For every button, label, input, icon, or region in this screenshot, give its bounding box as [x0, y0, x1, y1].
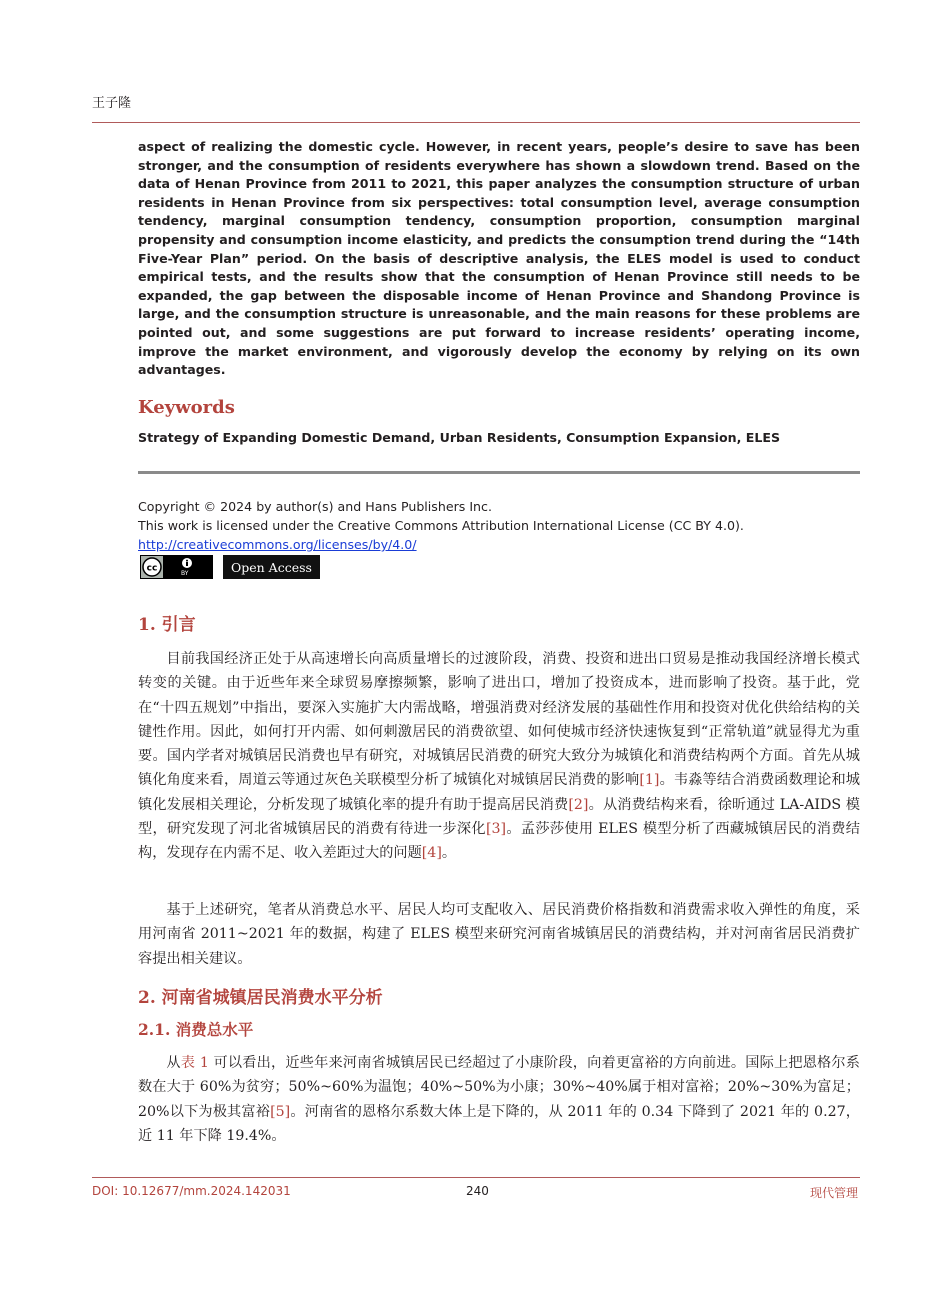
paragraph-text: 。 [441, 845, 457, 862]
cc-by-label: BY [181, 570, 189, 577]
license-statement: This work is licensed under the Creative Commons Attribution International License (CC BY 4.0). [138, 518, 744, 533]
paragraph-text: 。孟莎莎使用 ELES 模型分析了西藏城镇居民的消费结构，发现存在内需不足、收入差距过大的问题 [138, 821, 860, 862]
cc-by-badge[interactable] [140, 555, 213, 579]
paragraph-text: 目前我国经济正处于从高速增长向高质量增长的过渡阶段，消费、投资和进出口贸易是推动我国经济增长模式转变的关键。由于近些年来全球贸易摩擦频繁，影响了进出口，增加了投资成本，进而影响了投资。基于此，党在“十四五规划”中指出，要深入实施扩大内需战略，增强消费对经济发展的基础性作用和投资对优化供给结构的关键性作用。因此，如何打开内需、如何刺激居民的消费欲望、如何使城市经济快速恢复到“正常轨道”就显得尤为重要。国内学者对城镇居民消费也早有研究，对城镇居民消费的研究大致分为城镇化和消费结构两个方面。首先从城镇化角度来看，周道云等通过灰色关联模型分析了城镇化对城镇居民消费的影响 [138, 651, 860, 789]
paragraph-text: 。河南省的恩格尔系数大体上是下降的，从 2011 年的 0.34 下降到了 2021 年的 0.27，近 11 年下降 19.4%。 [138, 1103, 860, 1144]
footer-doi: DOI: 10.12677/mm.2024.142031 [92, 1184, 291, 1198]
paragraph-text: 。从消费结构来看，徐昕通过 LA-AIDS 模型，研究发现了河北省城镇居民的消费有待进一步深化 [138, 796, 860, 838]
citation-link[interactable]: [2] [568, 796, 589, 813]
citation-link[interactable]: [1] [639, 772, 660, 789]
footer-page-number: 240 [466, 1184, 489, 1198]
table-reference-link[interactable]: 表 1 [180, 1055, 209, 1071]
license-block [138, 497, 744, 554]
citation-link[interactable]: [3] [485, 821, 507, 838]
abstract-text: aspect of realizing the domestic cycle. However, in recent years, people’s desire to save has been stronger, and the consumption of residents everywhere has shown a slowdown trend. Based on the data of Henan Province from 2011 to 2021, this paper analyzes the consumption structure of urban residents in Henan Province from six perspectives: total consumption level, average consumption tendency, marginal consumption tendency, consumption proportion, consumption marginal propensity and consumption income elasticity, and predicts the consumption trend during the “14th Five-Year Plan” period. On the basis of descriptive analysis, the ELES model is used to conduct empirical tests, and the results show that the consumption of Henan Province still needs to be expanded, the gap between the disposable income of Henan Province and Shandong Province is large, and the consumption structure is unreasonable, and the main reasons for these problems are pointed out, and some suggestions are put forward to increase residents’ operating income, improve the market environment, and vigorously develop the economy by relying on its own advantages. [138, 139, 860, 378]
section-1-paragraph-2: 基于上述研究，笔者从消费总水平、居民人均可支配收入、居民消费价格指数和消费需求收入弹性的角度，采用河南省 2011~2021 年的数据，构建了 ELES 模型来研究河南省城镇居民的消费结构，并对河南省居民消费扩容提出相关建议。 [138, 902, 860, 967]
section-2-1-heading: 2.1. 消费总水平 [138, 1020, 254, 1039]
header-divider [92, 122, 860, 123]
keywords-text: Strategy of Expanding Domestic Demand, Urban Residents, Consumption Expansion, ELES [138, 430, 781, 445]
license-link[interactable]: http://creativecommons.org/licenses/by/4.0/ [138, 537, 417, 552]
citation-link[interactable]: [5] [270, 1103, 291, 1120]
footer-journal-name: 现代管理 [809, 1186, 858, 1200]
footer-divider [92, 1177, 860, 1178]
section-2-heading: 2. 河南省城镇居民消费水平分析 [138, 988, 383, 1008]
copyright-line: Copyright © 2024 by author(s) and Hans Publishers Inc. [138, 499, 492, 514]
keywords-divider [138, 471, 860, 474]
keywords-heading: Keywords [138, 397, 235, 418]
license-badges [140, 555, 320, 579]
citation-link[interactable]: [4] [421, 845, 442, 862]
paragraph-text: 。韦淼等结合消费函数理论和城镇化发展相关理论，分析发现了城镇化率的提升有助于提高居民消费 [138, 772, 860, 813]
running-header-author: 王子隆 [92, 96, 132, 111]
paragraph-text: 可以看出，近些年来河南省城镇居民已经超过了小康阶段，向着更富裕的方向前进。国际上把恩格尔系数在大于 60%为贫穷；50%~60%为温饱；40%~50%为小康；30%~40%属于相对富裕；20%~30%为富足；20%以下为极其富裕 [138, 1055, 860, 1120]
section-1-paragraph-1 [138, 647, 860, 866]
paragraph-text: 从 [166, 1055, 181, 1071]
cc-by-icon [141, 556, 212, 578]
section-2-1-paragraph-1 [138, 1051, 860, 1148]
section-1-heading: 1. 引言 [138, 615, 196, 635]
open-access-badge[interactable]: Open Access [223, 555, 320, 579]
svg-text:cc: cc [146, 563, 158, 574]
